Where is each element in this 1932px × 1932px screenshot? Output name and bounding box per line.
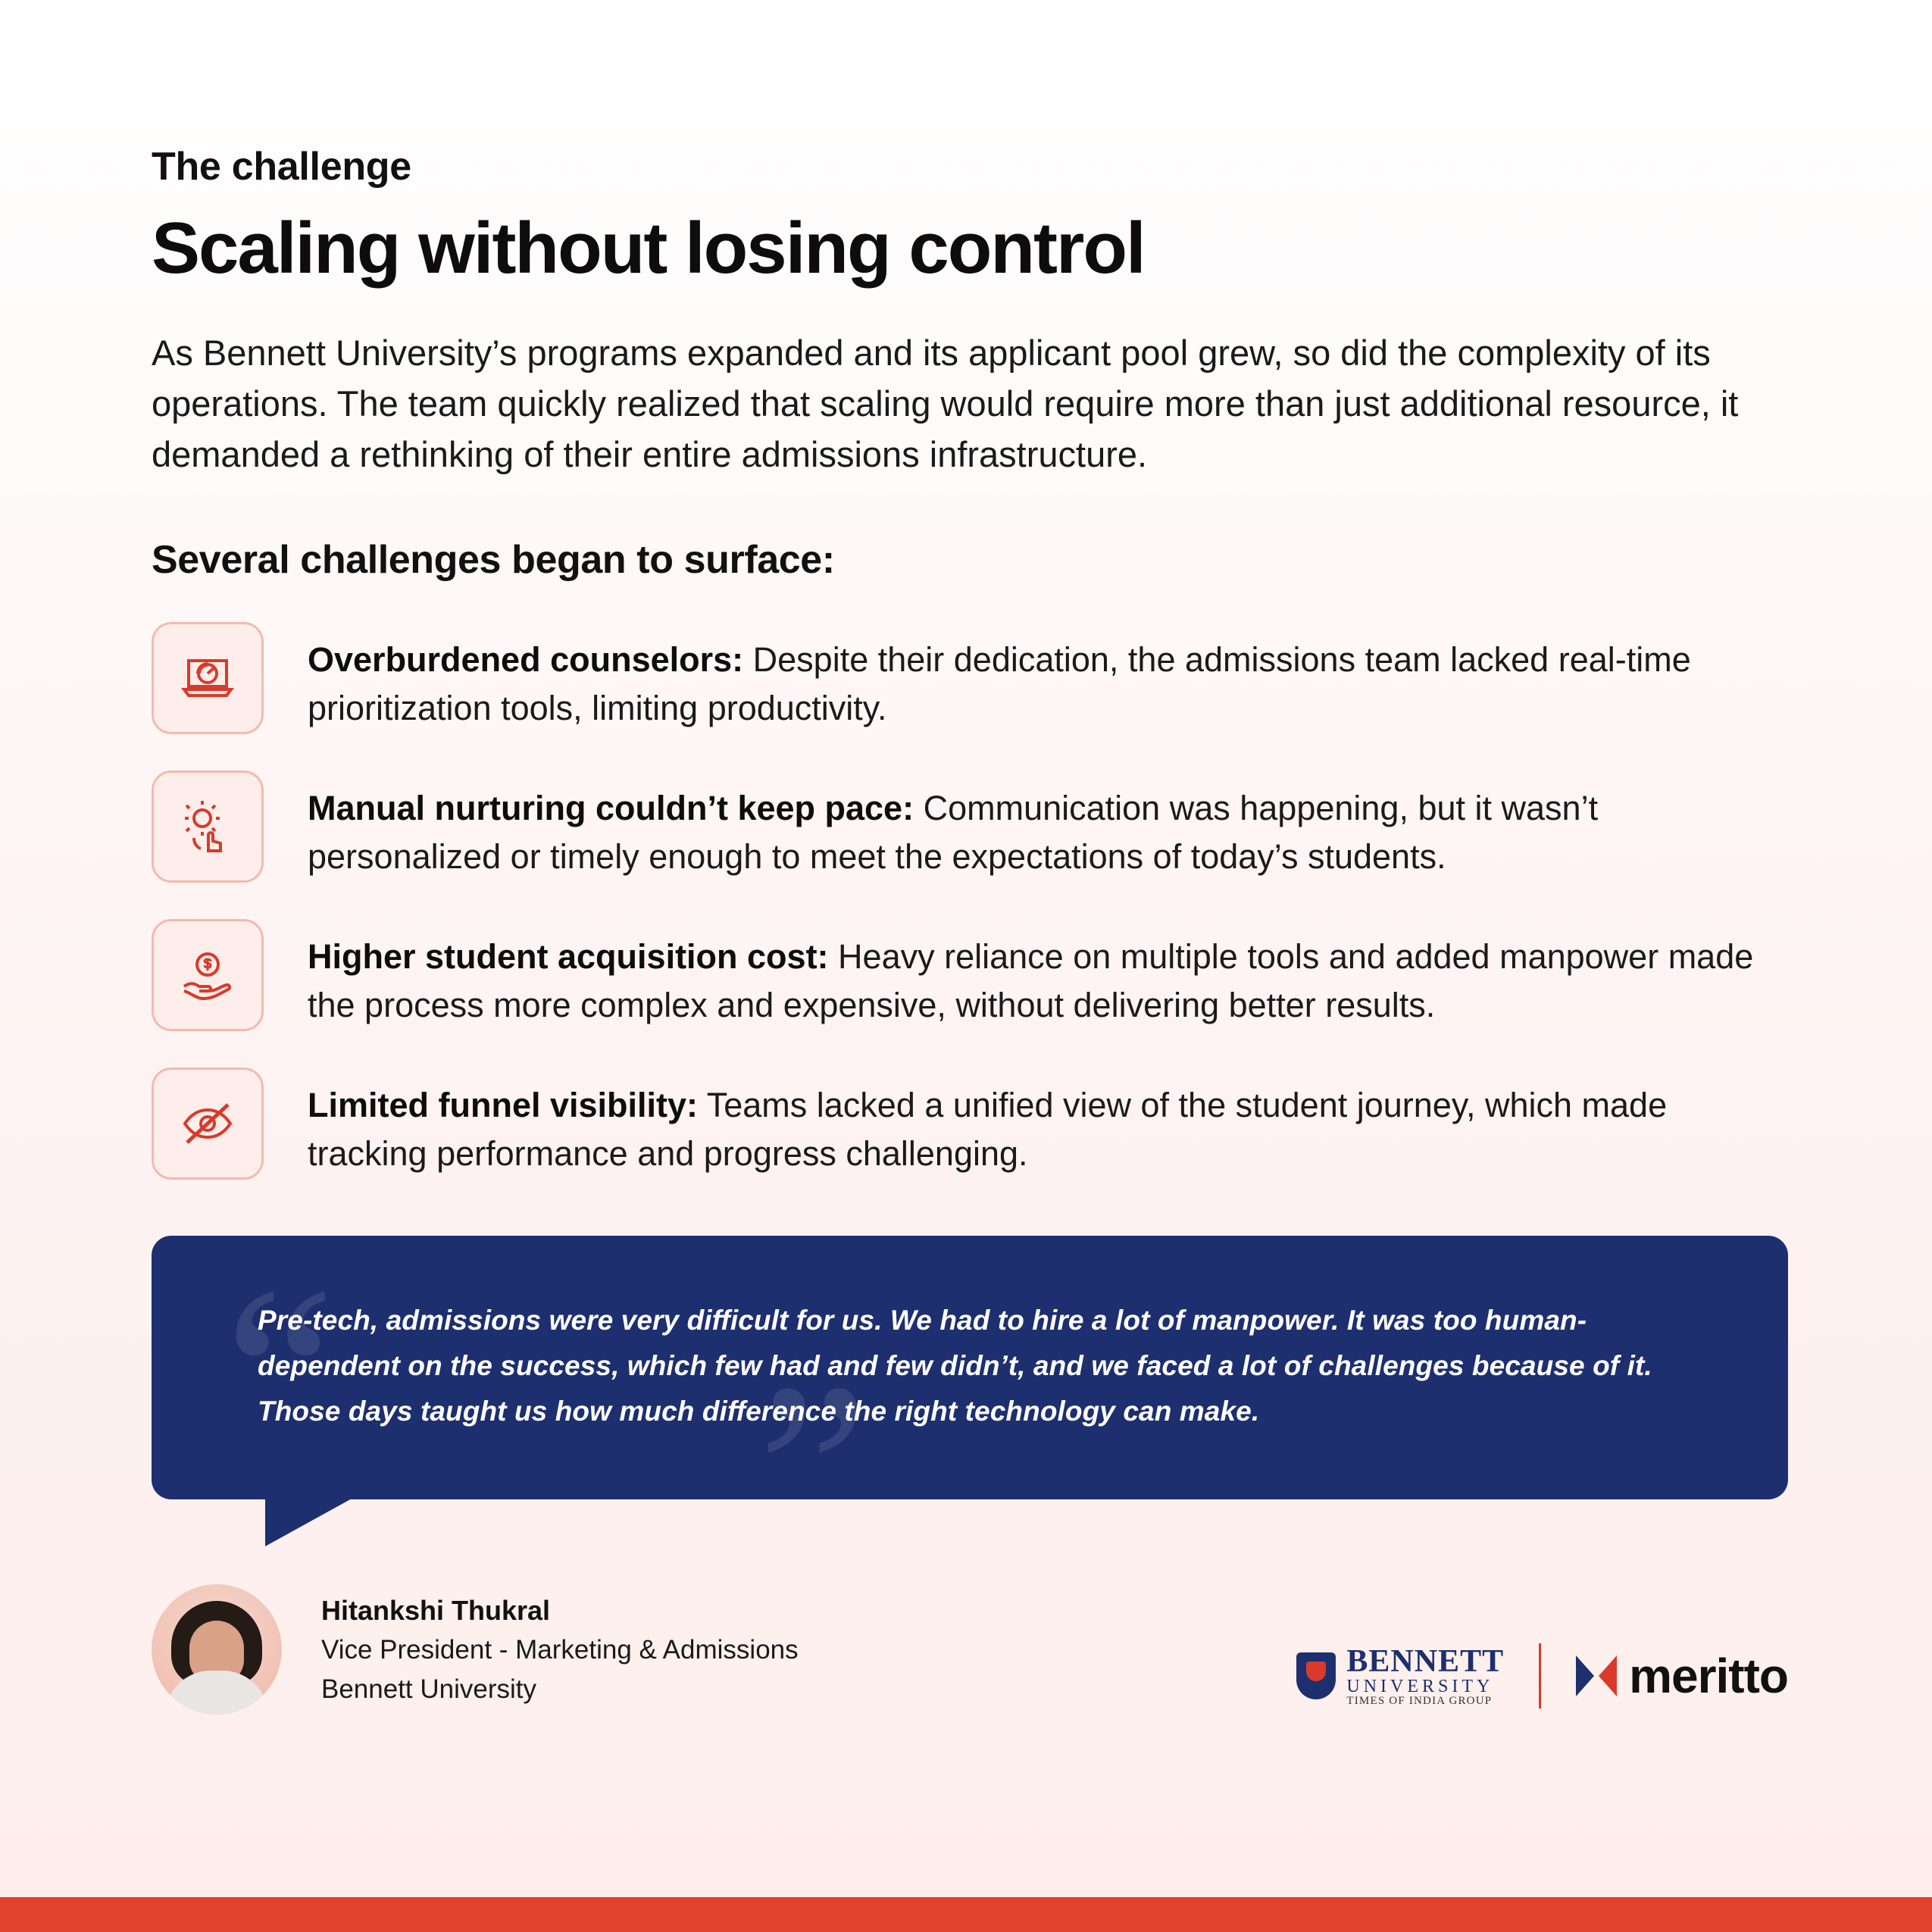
meritto-mark-icon — [1576, 1655, 1617, 1696]
list-item-body: Despite their dedication, the admissions team lacked real-time prioritization tools, limiting productivity. — [308, 640, 1691, 728]
list-item-text — [308, 771, 1788, 881]
list-item-title: Higher student acquisition cost: — [308, 937, 829, 977]
section-eyebrow: The challenge — [152, 145, 411, 189]
quote-open-mark: “ — [224, 1236, 336, 1513]
testimonial-text: Pre-tech, admissions were very difficult for us. We had to hire a lot of manpower. It was too human-dependent on the success, which few had and few didn’t, and we faced a lot of challenges because of it. Those days taught us how much difference the right technology can make. — [258, 1305, 1652, 1427]
bennett-shield-icon — [1296, 1652, 1336, 1699]
page-title: Scaling without losing control — [152, 208, 1145, 289]
logo-row — [1296, 1643, 1788, 1708]
meritto-wordmark: meritto — [1629, 1649, 1788, 1704]
list-item-body: Teams lacked a unified view of the student journey, which made tracking performance and progress challenging. — [308, 1086, 1668, 1174]
meritto-logo — [1576, 1648, 1788, 1704]
list-item — [152, 771, 1788, 883]
list-item-title: Overburdened counselors: — [308, 640, 744, 680]
attribution-org: Bennett University — [321, 1674, 537, 1704]
counselor-overload-icon — [152, 622, 264, 734]
challenges-subheading: Several challenges began to surface: — [152, 538, 835, 583]
list-item-title: Limited funnel visibility: — [308, 1086, 699, 1125]
list-item — [152, 622, 1788, 734]
list-item-text — [308, 919, 1788, 1030]
list-item-text — [308, 1068, 1788, 1178]
hand-holding-dollar-icon — [152, 919, 264, 1031]
list-item — [152, 919, 1788, 1031]
eye-slash-icon — [152, 1068, 264, 1180]
list-item — [152, 1068, 1788, 1180]
list-item-body: Communication was happening, but it wasn’t personalized or timely enough to meet the expectations of today’s students. — [308, 789, 1599, 877]
bennett-logo-line3: TIMES OF INDIA GROUP — [1346, 1694, 1493, 1707]
manual-gear-hand-icon — [152, 771, 264, 883]
logo-divider — [1539, 1643, 1541, 1708]
list-item-text — [308, 622, 1788, 733]
challenges-list — [152, 622, 1788, 1180]
attribution-name: Hitankshi Thukral — [321, 1594, 551, 1626]
quote-close-mark: ” — [758, 1333, 869, 1610]
intro-paragraph: As Bennett University’s programs expanded and its applicant pool grew, so did the complexity of its operations. The team quickly realized that scaling would require more than just additional resource, it demanded a rethinking of their entire admissions infrastructure. — [152, 332, 1739, 475]
avatar — [152, 1584, 282, 1715]
attribution-text — [321, 1590, 799, 1709]
attribution-role: Vice President - Marketing & Admissions — [321, 1634, 799, 1665]
content-column — [152, 144, 1788, 1715]
testimonial-attribution — [152, 1584, 1788, 1715]
bennett-university-logo — [1296, 1643, 1505, 1707]
bennett-logo-line1: BENNETT — [1346, 1643, 1505, 1679]
list-item-body: Heavy reliance on multiple tools and added manpower made the process more complex and expensive, without delivering better results. — [308, 937, 1754, 1025]
footer-accent-bar — [0, 1897, 1932, 1932]
list-item-title: Manual nurturing couldn’t keep pace: — [308, 789, 914, 828]
bennett-logo-line2: UNIVERSITY — [1346, 1676, 1494, 1696]
